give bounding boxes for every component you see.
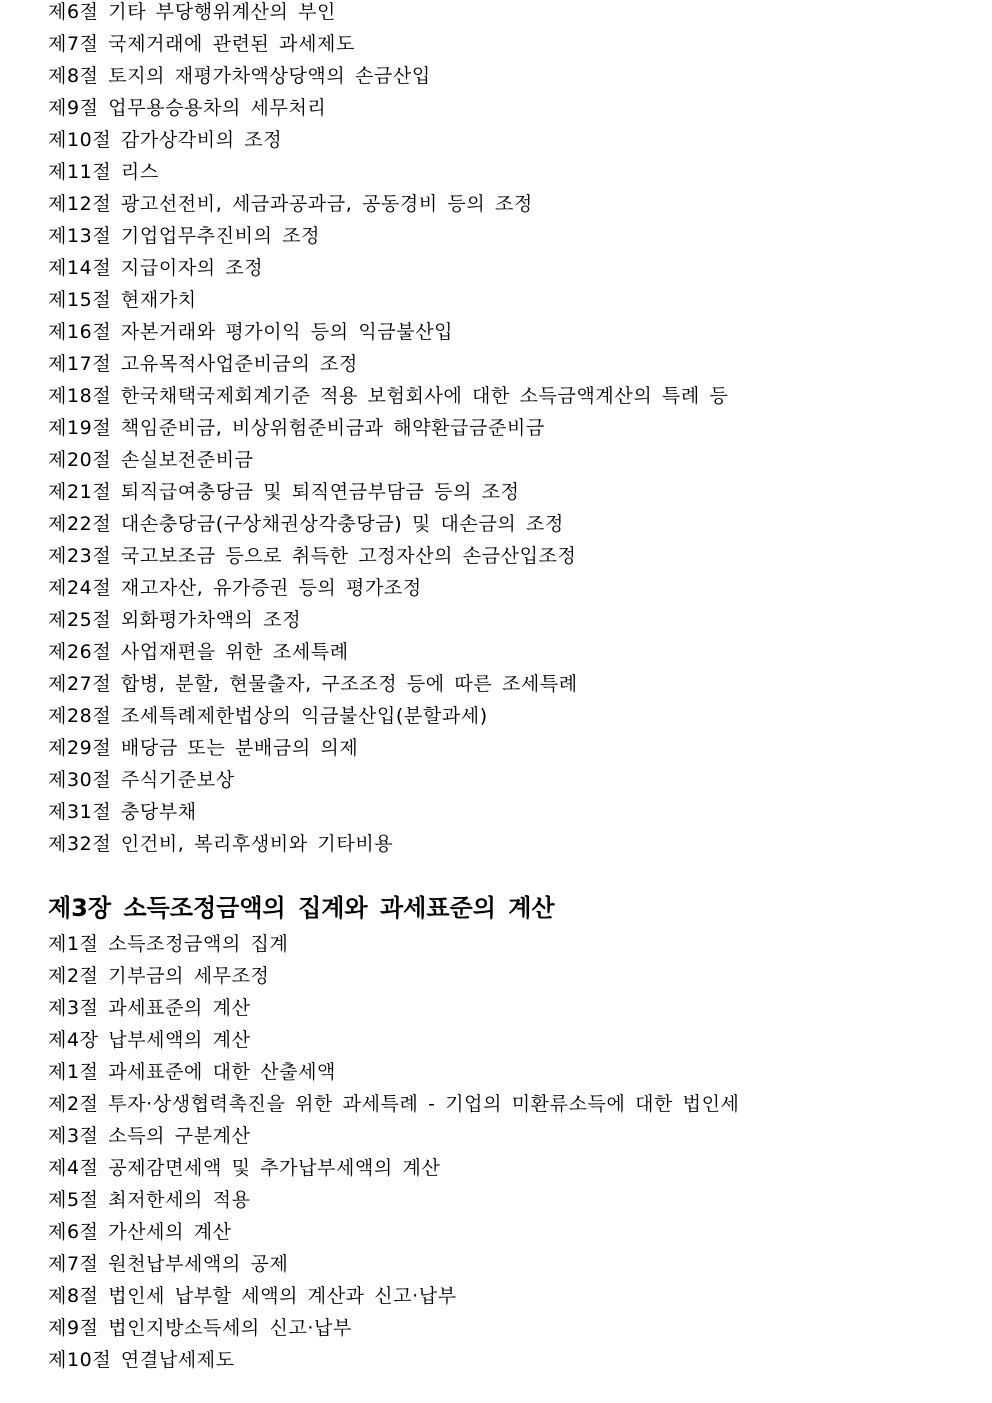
toc-item: 제22절 대손충당금(구상채권상각충당금) 및 대손금의 조정 [48, 513, 564, 535]
toc-item: 제4장 납부세액의 계산 [48, 1029, 251, 1051]
toc-item: 제23절 국고보조금 등으로 취득한 고정자산의 손금산입조정 [48, 545, 577, 567]
toc-item: 제29절 배당금 또는 분배금의 의제 [48, 737, 359, 759]
toc-item: 제1절 과세표준에 대한 산출세액 [48, 1061, 337, 1083]
toc-item: 제3절 과세표준의 계산 [48, 997, 251, 1019]
toc-item: 제5절 최저한세의 적용 [48, 1189, 251, 1211]
toc-item: 제30절 주식기준보상 [48, 769, 235, 791]
toc-item: 제2절 기부금의 세무조정 [48, 965, 270, 987]
toc-item: 제9절 업무용승용차의 세무처리 [48, 97, 327, 119]
chapter-heading: 제3장 소득조정금액의 집계와 과세표준의 계산 [48, 894, 555, 922]
toc-item: 제8절 토지의 재평가차액상당액의 손금산입 [48, 65, 431, 87]
toc-item: 제20절 손실보전준비금 [48, 449, 254, 471]
toc-item: 제31절 충당부채 [48, 801, 197, 823]
toc-item: 제12절 광고선전비, 세금과공과금, 공동경비 등의 조정 [48, 193, 533, 215]
toc-item: 제6절 가산세의 계산 [48, 1221, 232, 1243]
toc-item: 제1절 소득조정금액의 집계 [48, 933, 289, 955]
toc-item: 제19절 책임준비금, 비상위험준비금과 해약환급금준비금 [48, 417, 545, 439]
toc-item: 제7절 국제거래에 관련된 과세제도 [48, 33, 355, 55]
toc-item: 제6절 기타 부당행위계산의 부인 [48, 1, 337, 23]
toc-item: 제18절 한국채택국제회계기준 적용 보험회사에 대한 소득금액계산의 특례 등 [48, 385, 729, 407]
toc-item: 제32절 인건비, 복리후생비와 기타비용 [48, 833, 394, 855]
toc-item: 제10절 연결납세제도 [48, 1349, 235, 1371]
toc-item: 제10절 감가상각비의 조정 [48, 129, 283, 151]
toc-item: 제28절 조세특례제한법상의 익금불산입(분할과세) [48, 705, 488, 727]
toc-item: 제24절 재고자산, 유가증권 등의 평가조정 [48, 577, 422, 599]
toc-item: 제4절 공제감면세액 및 추가납부세액의 계산 [48, 1157, 441, 1179]
toc-item: 제9절 법인지방소득세의 신고·납부 [48, 1317, 352, 1339]
toc-item: 제16절 자본거래와 평가이익 등의 익금불산입 [48, 321, 454, 343]
toc-item: 제2절 투자·상생협력촉진을 위한 과세특례 - 기업의 미환류소득에 대한 법인세 [48, 1093, 740, 1115]
section-list-before [48, 0, 728, 864]
toc-item: 제3절 소득의 구분계산 [48, 1125, 251, 1147]
toc-item: 제17절 고유목적사업준비금의 조정 [48, 353, 359, 375]
section-list-after [48, 932, 739, 1380]
toc-item: 제15절 현재가치 [48, 289, 197, 311]
toc-item: 제14절 지급이자의 조정 [48, 257, 264, 279]
toc-item: 제27절 합병, 분할, 현물출자, 구조조정 등에 따른 조세특례 [48, 673, 578, 695]
toc-item: 제11절 리스 [48, 161, 159, 183]
toc-item: 제26절 사업재편을 위한 조세특례 [48, 641, 349, 663]
toc-item: 제8절 법인세 납부할 세액의 계산과 신고·납부 [48, 1285, 457, 1307]
toc-item: 제7절 원천납부세액의 공제 [48, 1253, 289, 1275]
toc-item: 제13절 기업업무추진비의 조정 [48, 225, 321, 247]
toc-item: 제25절 외화평가차액의 조정 [48, 609, 302, 631]
toc-item: 제21절 퇴직급여충당금 및 퇴직연금부담금 등의 조정 [48, 481, 520, 503]
